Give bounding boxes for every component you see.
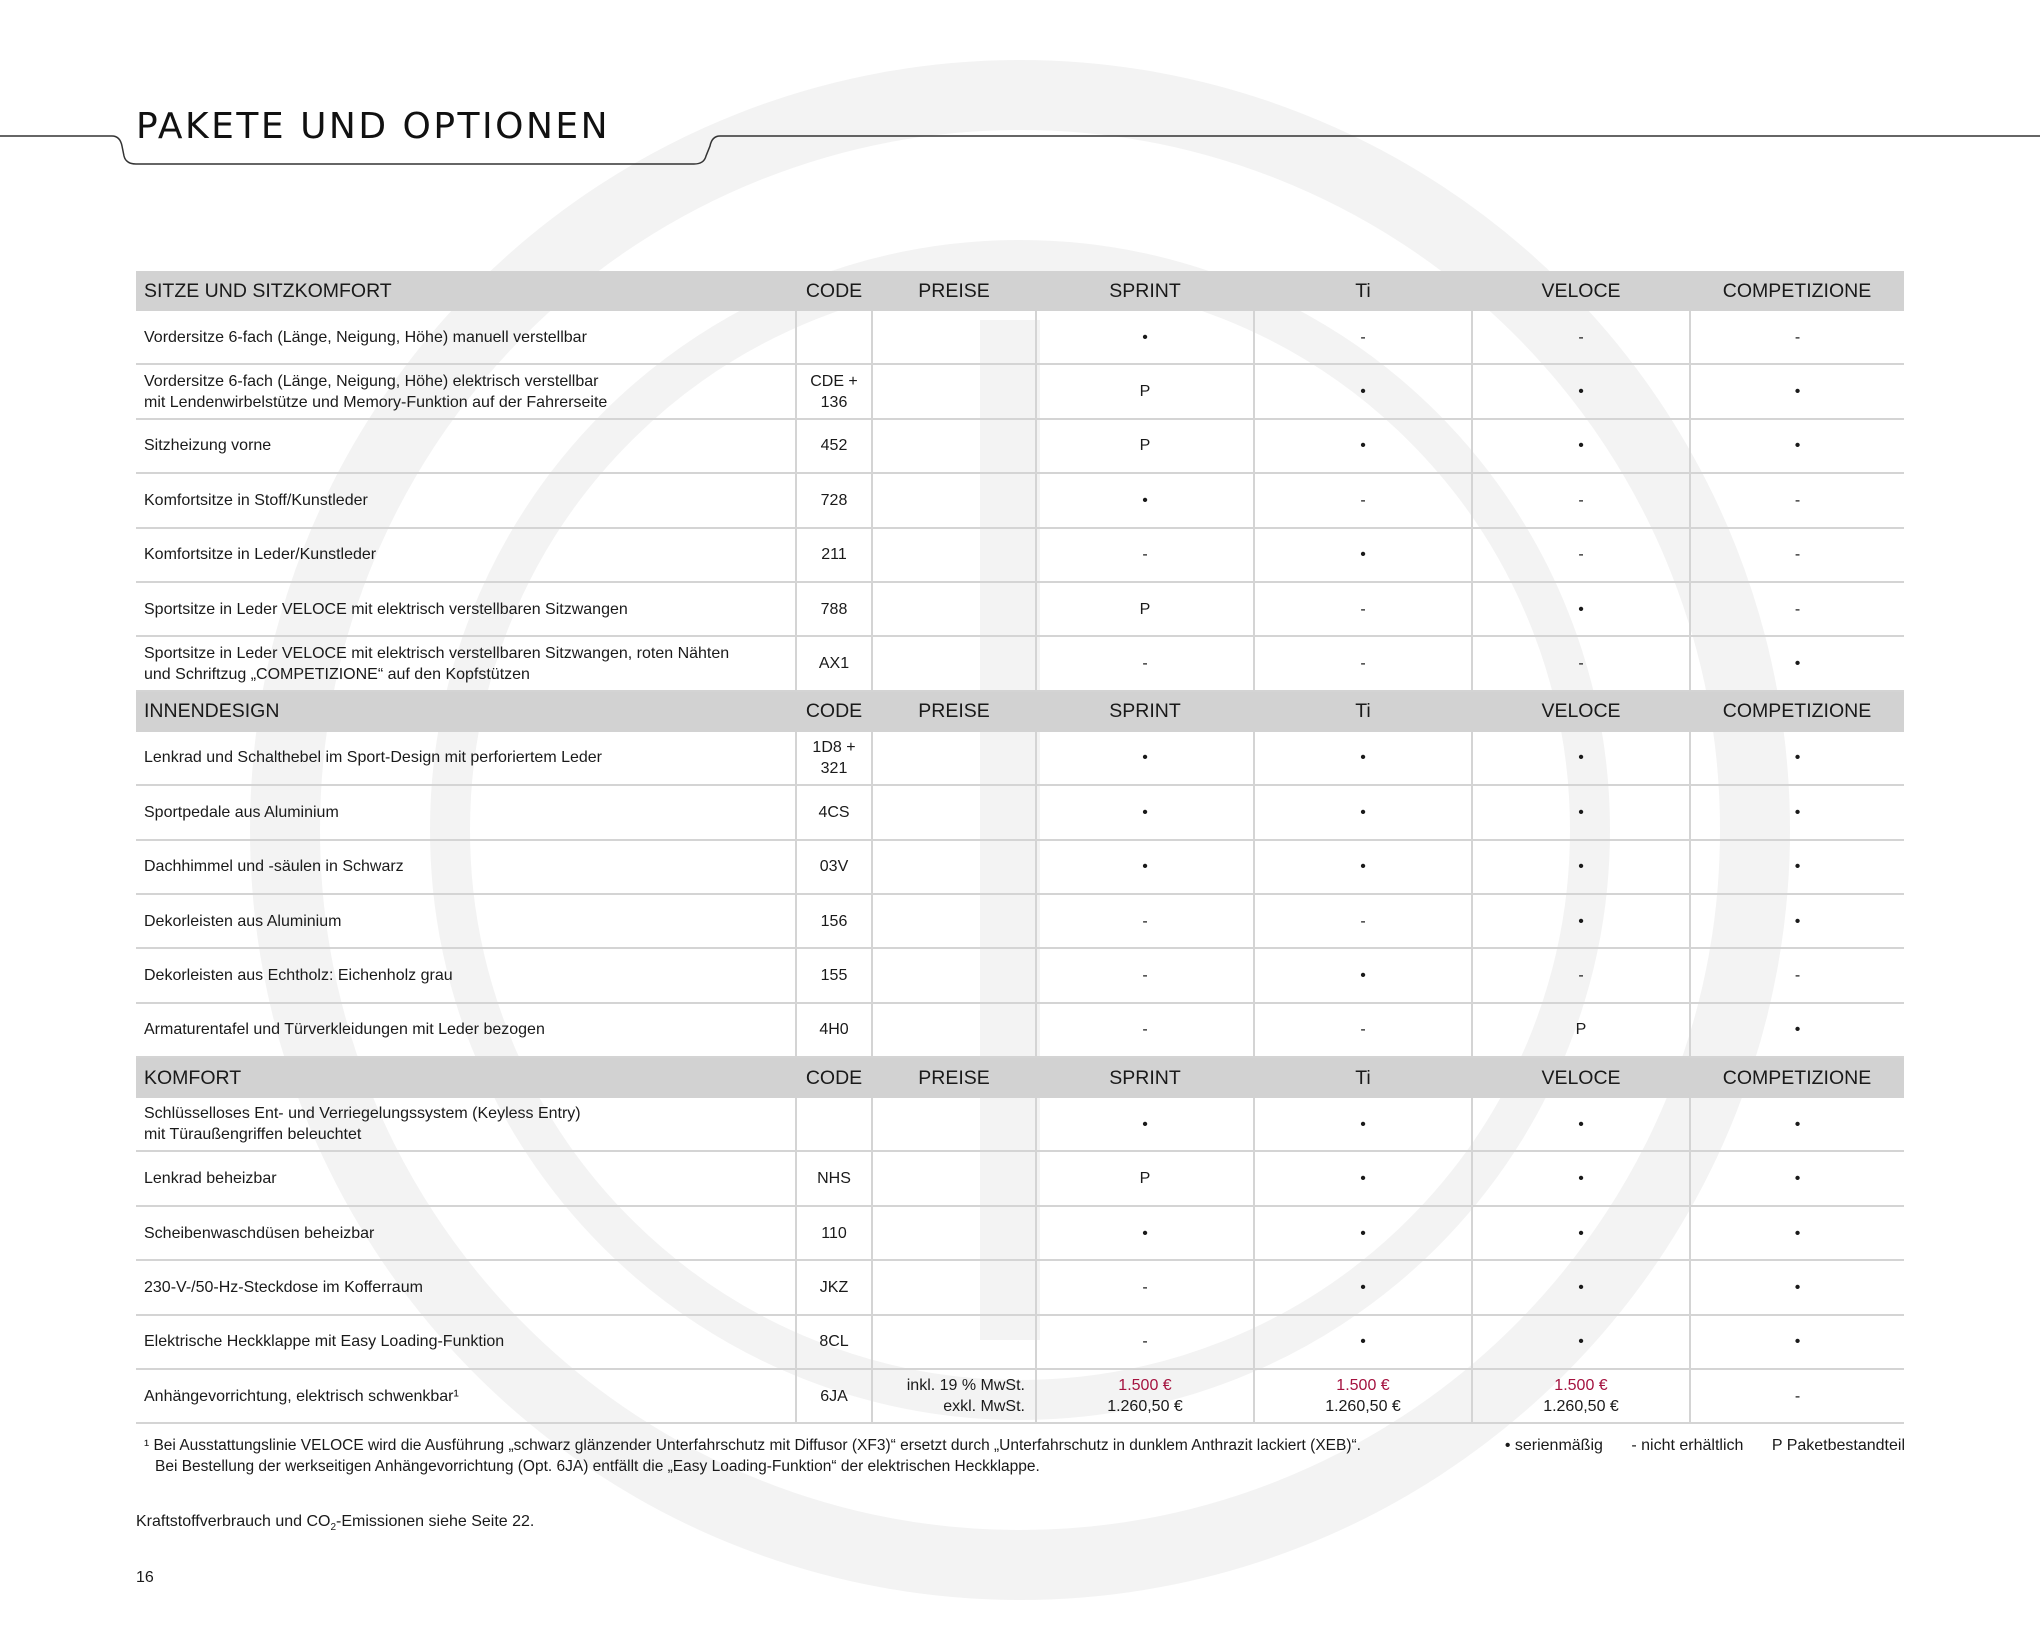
option-code xyxy=(796,636,872,690)
fuel-consumption-note xyxy=(136,1513,534,1533)
availability-veloce: • xyxy=(1472,1315,1690,1369)
feature-label-line: 230-V-/50-Hz-Steckdose im Kofferraum xyxy=(144,1278,423,1296)
table-row xyxy=(136,1260,1904,1314)
price-cell xyxy=(872,1098,1036,1151)
availability-ti: - xyxy=(1254,894,1472,948)
price-cell xyxy=(872,419,1036,473)
footnote-line-1: ¹ Bei Ausstattungslinie VELOCE wird die Ausführung „schwarz glänzender Unterfahrschutz mit Diffusor (XF3)“ ersetzt durch „Unterfahrschutz in dunklem Anthrazit lackiert (XEB)“. xyxy=(144,1437,1361,1454)
availability-competizione: • xyxy=(1690,1315,1904,1369)
feature-label-line: Komfortsitze in Leder/Kunstleder xyxy=(144,546,377,564)
availability-competizione: • xyxy=(1690,840,1904,894)
option-code-line: 452 xyxy=(820,437,848,455)
feature-label xyxy=(136,473,796,527)
legend-standard: • serienmäßig xyxy=(1504,1437,1603,1454)
price-cell xyxy=(872,894,1036,948)
table-row xyxy=(136,419,1904,473)
availability-sprint: P xyxy=(1036,1151,1254,1205)
table-row xyxy=(136,582,1904,636)
availability-sprint: - xyxy=(1036,1315,1254,1369)
price-cell xyxy=(872,732,1036,785)
price-cell xyxy=(872,840,1036,894)
availability-veloce: - xyxy=(1472,636,1690,690)
column-header-preise: PREISE xyxy=(872,271,1036,311)
availability-veloce: • xyxy=(1472,732,1690,785)
legend-not-available: - nicht erhältlich xyxy=(1631,1437,1744,1454)
price-label-inkl: inkl. 19 % MwSt. xyxy=(906,1377,1025,1395)
legend xyxy=(1481,1437,1905,1455)
option-code xyxy=(796,948,872,1002)
availability-sprint: - xyxy=(1036,1003,1254,1057)
section-title: INNENDESIGN xyxy=(136,691,796,732)
table-row xyxy=(136,948,1904,1002)
feature-label-line: Elektrische Heckklappe mit Easy Loading-Funktion xyxy=(144,1333,505,1351)
option-code xyxy=(796,473,872,527)
availability-sprint: - xyxy=(1036,636,1254,690)
option-code-line: 211 xyxy=(821,546,847,564)
feature-label-line: und Schriftzug „COMPETIZIONE“ auf den Kopfstützen xyxy=(144,665,530,683)
section-title: SITZE UND SITZKOMFORT xyxy=(136,271,796,311)
feature-label xyxy=(136,948,796,1002)
column-header-code: CODE xyxy=(796,691,872,732)
availability-ti: • xyxy=(1254,419,1472,473)
table-row xyxy=(136,528,1904,582)
availability-veloce: • xyxy=(1472,364,1690,418)
availability-competizione: • xyxy=(1690,785,1904,839)
price-sprint xyxy=(1036,1369,1254,1423)
fuel-note-suffix: -Emissionen siehe Seite 22. xyxy=(336,1513,535,1530)
option-code-line: 4CS xyxy=(818,803,850,821)
table-row xyxy=(136,1206,1904,1260)
column-header-veloce: VELOCE xyxy=(1472,1057,1690,1098)
feature-label-line: Vordersitze 6-fach (Länge, Neigung, Höhe) manuell verstellbar xyxy=(144,328,587,346)
availability-competizione: • xyxy=(1690,1098,1904,1151)
price-ti xyxy=(1254,1369,1472,1423)
section-header xyxy=(136,691,1904,732)
availability-ti: • xyxy=(1254,948,1472,1002)
column-header-veloce: VELOCE xyxy=(1472,691,1690,732)
availability-veloce: • xyxy=(1472,419,1690,473)
price-cell xyxy=(872,785,1036,839)
price-cell xyxy=(872,1369,1036,1423)
table-row xyxy=(136,1151,1904,1205)
feature-label-line: Komfortsitze in Stoff/Kunstleder xyxy=(144,491,368,509)
availability-ti: • xyxy=(1254,528,1472,582)
availability-competizione: • xyxy=(1690,1260,1904,1314)
column-header-competizione: COMPETIZIONE xyxy=(1690,271,1904,311)
section-header xyxy=(136,1057,1904,1098)
availability-veloce: • xyxy=(1472,785,1690,839)
availability-sprint: P xyxy=(1036,582,1254,636)
table-row xyxy=(136,364,1904,418)
option-code-line: 1D8 + xyxy=(812,738,856,756)
availability-ti: - xyxy=(1254,311,1472,364)
availability-veloce: • xyxy=(1472,840,1690,894)
feature-label-line: mit Lendenwirbelstütze und Memory-Funktion auf der Fahrerseite xyxy=(144,393,608,411)
availability-competizione: • xyxy=(1690,636,1904,690)
legend-package: P Paketbestandteil xyxy=(1771,1437,1905,1454)
feature-label-line: Dekorleisten aus Aluminium xyxy=(144,912,342,930)
feature-label xyxy=(136,528,796,582)
feature-label xyxy=(136,1098,796,1151)
availability-competizione: - xyxy=(1690,1369,1904,1423)
column-header-code: CODE xyxy=(796,1057,872,1098)
feature-label-line: Scheibenwaschdüsen beheizbar xyxy=(144,1224,375,1242)
price-cell xyxy=(872,948,1036,1002)
option-code-line: AX1 xyxy=(818,655,850,673)
price-exkl-value: 1.260,50 € xyxy=(1543,1398,1619,1416)
page-title: PAKETE UND OPTIONEN xyxy=(136,106,611,147)
feature-label xyxy=(136,1260,796,1314)
price-cell xyxy=(872,1206,1036,1260)
option-code xyxy=(796,840,872,894)
column-header-veloce: VELOCE xyxy=(1472,271,1690,311)
feature-label xyxy=(136,364,796,418)
availability-sprint: - xyxy=(1036,1260,1254,1314)
feature-label-line: Sportsitze in Leder VELOCE mit elektrisch verstellbaren Sitzwangen xyxy=(144,600,628,618)
availability-veloce: • xyxy=(1472,582,1690,636)
availability-competizione: - xyxy=(1690,311,1904,364)
availability-sprint: • xyxy=(1036,1206,1254,1260)
availability-ti: • xyxy=(1254,732,1472,785)
option-code-line: 110 xyxy=(821,1224,847,1242)
price-cell xyxy=(872,364,1036,418)
section-header xyxy=(136,271,1904,311)
price-cell xyxy=(872,1260,1036,1314)
availability-sprint: • xyxy=(1036,785,1254,839)
option-code-line: 728 xyxy=(820,491,848,509)
title-rule xyxy=(0,0,2040,200)
feature-label-line: Sitzheizung vorne xyxy=(144,437,272,455)
availability-ti: • xyxy=(1254,1206,1472,1260)
table-row xyxy=(136,311,1904,364)
price-inkl-value: 1.500 € xyxy=(1554,1377,1608,1395)
feature-label-line: Dachhimmel und -säulen in Schwarz xyxy=(144,858,404,876)
option-code-line: NHS xyxy=(817,1170,851,1188)
option-code xyxy=(796,1003,872,1057)
availability-ti: • xyxy=(1254,1098,1472,1151)
feature-label-line: Schlüsselloses Ent- und Verriegelungssystem (Keyless Entry) xyxy=(144,1105,581,1123)
table-row xyxy=(136,1003,1904,1057)
availability-veloce: - xyxy=(1472,473,1690,527)
price-label-exkl: exkl. MwSt. xyxy=(943,1398,1025,1416)
fuel-note-subscript: 2 xyxy=(330,1522,337,1534)
availability-sprint: • xyxy=(1036,311,1254,364)
availability-ti: - xyxy=(1254,636,1472,690)
option-code-line: CDE + xyxy=(810,372,858,390)
table-row xyxy=(136,1098,1904,1151)
feature-label-line: mit Türaußengriffen beleuchtet xyxy=(144,1126,362,1144)
option-code-line: JKZ xyxy=(819,1278,849,1296)
column-header-code: CODE xyxy=(796,271,872,311)
table-row xyxy=(136,732,1904,785)
availability-competizione: - xyxy=(1690,473,1904,527)
availability-veloce: • xyxy=(1472,1151,1690,1205)
availability-ti: • xyxy=(1254,1260,1472,1314)
availability-veloce: • xyxy=(1472,1206,1690,1260)
price-cell xyxy=(872,1151,1036,1205)
option-code xyxy=(796,1098,872,1151)
availability-sprint: • xyxy=(1036,840,1254,894)
availability-competizione: • xyxy=(1690,419,1904,473)
feature-label: Anhängevorrichtung, elektrisch schwenkbar¹ xyxy=(136,1369,796,1423)
price-exkl-value: 1.260,50 € xyxy=(1325,1398,1401,1416)
availability-ti: • xyxy=(1254,785,1472,839)
feature-label-line: Dekorleisten aus Echtholz: Eichenholz grau xyxy=(144,966,453,984)
column-header-ti: Ti xyxy=(1254,271,1472,311)
table-row xyxy=(136,840,1904,894)
availability-competizione: • xyxy=(1690,1003,1904,1057)
column-header-competizione: COMPETIZIONE xyxy=(1690,1057,1904,1098)
feature-label xyxy=(136,894,796,948)
feature-label xyxy=(136,732,796,785)
option-code-line: 4H0 xyxy=(819,1021,849,1039)
availability-ti: • xyxy=(1254,1315,1472,1369)
table-row xyxy=(136,473,1904,527)
fuel-note-prefix: Kraftstoffverbrauch und CO xyxy=(136,1513,331,1530)
option-code-line: 136 xyxy=(820,393,848,411)
availability-sprint: • xyxy=(1036,732,1254,785)
feature-label xyxy=(136,1315,796,1369)
price-cell xyxy=(872,636,1036,690)
option-code-line: 03V xyxy=(819,858,849,876)
availability-veloce: - xyxy=(1472,948,1690,1002)
feature-label-line: Sportpedale aus Aluminium xyxy=(144,803,339,821)
price-cell xyxy=(872,582,1036,636)
column-header-ti: Ti xyxy=(1254,691,1472,732)
feature-label xyxy=(136,1003,796,1057)
table-row xyxy=(136,894,1904,948)
feature-label xyxy=(136,419,796,473)
availability-veloce: - xyxy=(1472,311,1690,364)
option-code xyxy=(796,528,872,582)
page-number: 16 xyxy=(136,1569,154,1586)
availability-ti: - xyxy=(1254,582,1472,636)
feature-label xyxy=(136,636,796,690)
availability-sprint: - xyxy=(1036,528,1254,582)
table-row xyxy=(136,785,1904,839)
availability-ti: • xyxy=(1254,1151,1472,1205)
option-code-line: 788 xyxy=(820,600,848,618)
column-header-sprint: SPRINT xyxy=(1036,1057,1254,1098)
price-inkl-value: 1.500 € xyxy=(1118,1377,1172,1395)
availability-sprint: • xyxy=(1036,1098,1254,1151)
availability-veloce: P xyxy=(1472,1003,1690,1057)
column-header-ti: Ti xyxy=(1254,1057,1472,1098)
option-code-line: 321 xyxy=(820,759,848,777)
price-exkl-value: 1.260,50 € xyxy=(1107,1398,1183,1416)
option-code xyxy=(796,311,872,364)
column-header-sprint: SPRINT xyxy=(1036,691,1254,732)
availability-competizione: - xyxy=(1690,582,1904,636)
option-code xyxy=(796,894,872,948)
price-inkl-value: 1.500 € xyxy=(1336,1377,1390,1395)
price-cell xyxy=(872,311,1036,364)
availability-sprint: P xyxy=(1036,364,1254,418)
option-code-line: 155 xyxy=(820,966,848,984)
feature-label-line: Lenkrad und Schalthebel im Sport-Design mit perforiertem Leder xyxy=(144,749,603,767)
option-code-line: 8CL xyxy=(819,1333,849,1351)
option-code xyxy=(796,1260,872,1314)
availability-ti: - xyxy=(1254,1003,1472,1057)
price-veloce xyxy=(1472,1369,1690,1423)
option-code-line: 156 xyxy=(820,912,848,930)
option-code xyxy=(796,1206,872,1260)
option-code xyxy=(796,419,872,473)
feature-label xyxy=(136,785,796,839)
column-header-sprint: SPRINT xyxy=(1036,271,1254,311)
table-row xyxy=(136,1315,1904,1369)
table-row-trailer-hitch xyxy=(136,1369,1904,1423)
feature-label-line: Sportsitze in Leder VELOCE mit elektrisch verstellbaren Sitzwangen, roten Nähten xyxy=(144,644,730,662)
price-cell xyxy=(872,528,1036,582)
availability-competizione: • xyxy=(1690,1206,1904,1260)
section-title: KOMFORT xyxy=(136,1057,796,1098)
availability-veloce: • xyxy=(1472,1098,1690,1151)
feature-label xyxy=(136,582,796,636)
availability-veloce: • xyxy=(1472,894,1690,948)
availability-ti: • xyxy=(1254,840,1472,894)
option-code xyxy=(796,1151,872,1205)
option-code xyxy=(796,1315,872,1369)
availability-competizione: • xyxy=(1690,894,1904,948)
availability-competizione: - xyxy=(1690,948,1904,1002)
availability-sprint: P xyxy=(1036,419,1254,473)
feature-label xyxy=(136,840,796,894)
feature-label xyxy=(136,1151,796,1205)
availability-veloce: - xyxy=(1472,528,1690,582)
option-code: 6JA xyxy=(796,1369,872,1423)
availability-competizione: - xyxy=(1690,528,1904,582)
option-code xyxy=(796,732,872,785)
column-header-competizione: COMPETIZIONE xyxy=(1690,691,1904,732)
price-cell xyxy=(872,1003,1036,1057)
feature-label-line: Vordersitze 6-fach (Länge, Neigung, Höhe) elektrisch verstellbar xyxy=(144,372,599,390)
availability-veloce: • xyxy=(1472,1260,1690,1314)
options-table xyxy=(136,271,1904,1424)
availability-ti: - xyxy=(1254,473,1472,527)
column-header-preise: PREISE xyxy=(872,1057,1036,1098)
availability-competizione: • xyxy=(1690,732,1904,785)
option-code xyxy=(796,582,872,636)
option-code xyxy=(796,785,872,839)
footnote-line-2: Bei Bestellung der werkseitigen Anhängevorrichtung (Opt. 6JA) entfällt die „Easy Loading-Funktion“ der elektrischen Heckklappe. xyxy=(155,1458,1040,1475)
feature-label xyxy=(136,1206,796,1260)
feature-label xyxy=(136,311,796,364)
table-row xyxy=(136,636,1904,690)
price-cell xyxy=(872,473,1036,527)
price-cell xyxy=(872,1315,1036,1369)
availability-competizione: • xyxy=(1690,364,1904,418)
availability-competizione: • xyxy=(1690,1151,1904,1205)
option-code xyxy=(796,364,872,418)
column-header-preise: PREISE xyxy=(872,691,1036,732)
availability-sprint: - xyxy=(1036,894,1254,948)
feature-label-line: Armaturentafel und Türverkleidungen mit Leder bezogen xyxy=(144,1021,545,1039)
availability-ti: • xyxy=(1254,364,1472,418)
availability-sprint: • xyxy=(1036,473,1254,527)
footnote xyxy=(144,1435,1444,1477)
availability-sprint: - xyxy=(1036,948,1254,1002)
feature-label-line: Lenkrad beheizbar xyxy=(144,1170,277,1188)
